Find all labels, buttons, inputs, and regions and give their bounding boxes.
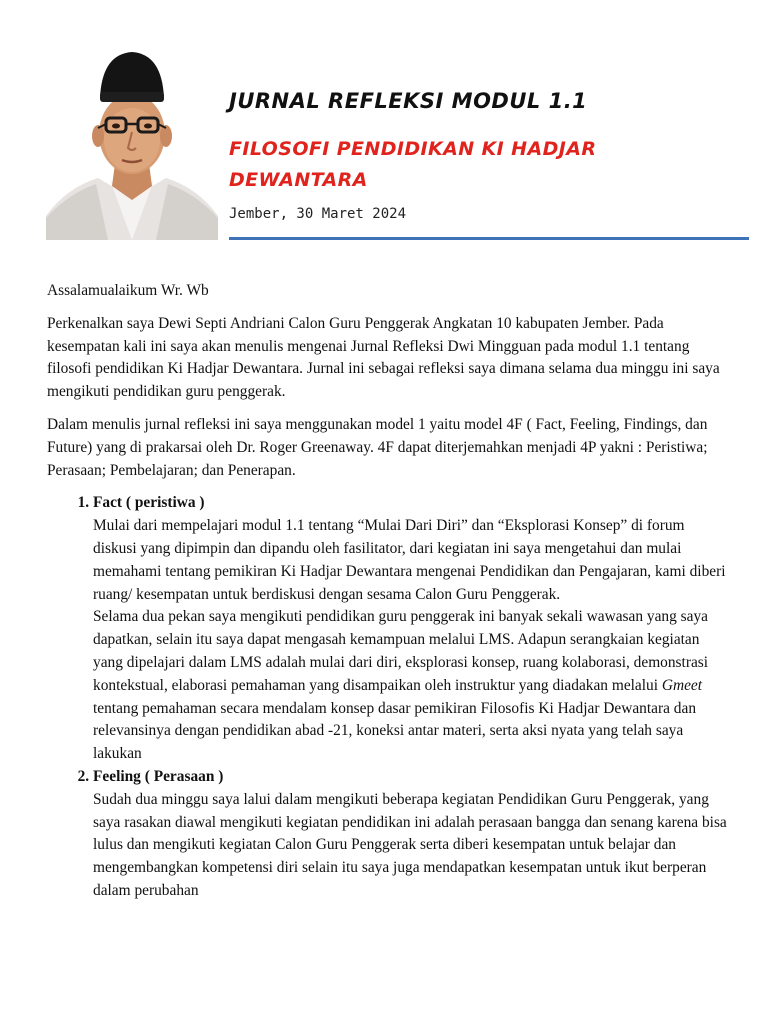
journal-date: Jember, 30 Maret 2024 — [229, 206, 407, 222]
fact-text-1: Mulai dari mempelajari modul 1.1 tentang “Mulai Dari Diri” dan “Eksplorasi Konsep” di forum diskusi yang dipimpin dan dipandu oleh fasilitator, dari kegiatan ini saya mengetahui dan mulai memahami tentang pemikiran Ki Hadjar Dewantara mengenai Pendidikan dan Pengajaran, kami diberi ruang/ kesempatan untuk berdiskusi dengan sesama Calon Guru Penggerak. — [93, 517, 726, 603]
feeling-heading: 2. Feeling ( Perasaan ) — [93, 767, 224, 785]
method-paragraph: Dalam menulis jurnal refleksi ini saya menggunakan model 1 yaitu model 4F ( Fact, Feeling, Findings, dan Future) yang di prakarsai oleh Dr. Roger Greenaway. 4F dapat diterjemahkan menjadi 4P yakni : Peristiwa; Perasaan; Pembelajaran; dan Penerapan. — [47, 415, 708, 479]
fact-text-2b: tentang pemahaman secara mendalam konsep dasar pemikiran Filosofis Ki Hadjar Dewantara dan relevansinya dengan pendidikan abad -21, koneksi antar materi, serta aksi nyata yang telah saya lakukan — [93, 699, 697, 763]
reflection-list — [47, 492, 727, 902]
header-divider — [229, 237, 749, 240]
document-body — [47, 280, 727, 903]
ki-hadjar-dewantara-portrait — [46, 48, 218, 240]
list-item-fact — [93, 492, 727, 766]
intro-paragraph: Perkenalkan saya Dewi Septi Andriani Calon Guru Penggerak Angkatan 10 kabupaten Jember. Pada kesempatan kali ini saya akan menulis mengenai Jurnal Refleksi Dwi Mingguan pada modul 1.1 tentang filosofi pendidikan Ki Hadjar Dewantara. Jurnal ini sebagai refleksi saya dimana selama dua minggu ini saya mengikuti pendidikan guru penggerak. — [47, 314, 720, 401]
fact-text-2a: Selama dua pekan saya mengikuti pendidikan guru penggerak ini banyak sekali wawasan yang saya dapatkan, selain itu saya dapat mengasah kemampuan melalui LMS. Adapun serangkaian kegiatan yang dipelajari dalam LMS adalah mulai dari diri, eksplorasi konsep, ruang kolaborasi, demonstrasi kontekstual, elaborasi pemahaman yang disampaikan oleh instruktur yang diadakan melalui — [93, 608, 709, 694]
fact-text-2 — [93, 606, 727, 766]
gmeet-emphasis: Gmeet — [661, 676, 703, 694]
feeling-text-1: Sudah dua minggu saya lalui dalam mengikuti beberapa kegiatan Pendidikan Guru Penggerak, yang saya rasakan diawal mengikuti kegiatan pendidikan ini adalah perasaan bangga dan senang karena bisa lulus dan mengikuti kegiatan Calon Guru Penggerak serta diberi kesempatan untuk belajar dan mengembangkan kompetensi diri selain itu saya juga mendapatkan kesempatan untuk ikut berperan dalam perubahan — [93, 790, 727, 899]
list-item-feeling — [93, 766, 727, 903]
journal-title: JURNAL REFLEKSI MODUL 1.1 — [229, 89, 588, 113]
journal-subtitle: FILOSOFI PENDIDIKAN KI HADJAR DEWANTARA — [229, 138, 597, 191]
greeting: Assalamualaikum Wr. Wb — [47, 282, 209, 299]
fact-heading: 1. Fact ( peristiwa ) — [93, 494, 205, 512]
